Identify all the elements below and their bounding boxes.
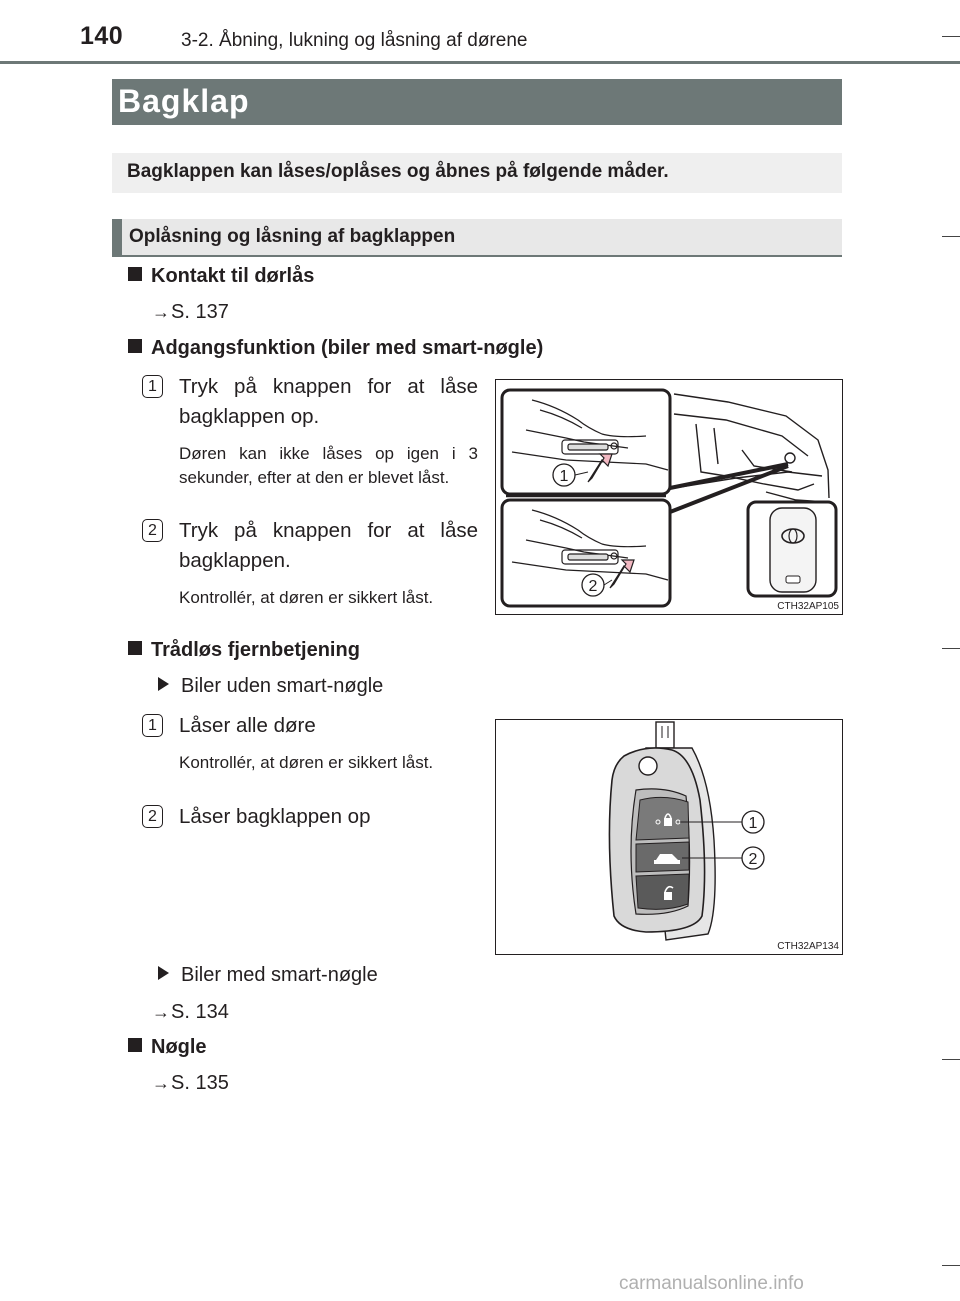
page-number: 140 — [80, 22, 124, 50]
step-number-badge: 1 — [142, 714, 163, 737]
header-rule — [0, 61, 960, 64]
subsection-heading-bar — [112, 219, 842, 257]
tailgate-entry-figure — [495, 379, 843, 615]
callout-1: 1 — [559, 468, 569, 485]
key-heading: Nøgle — [128, 1036, 207, 1059]
with-smart-key-ref[interactable]: →S. 134 — [152, 1001, 229, 1023]
entry-function-heading: Adgangsfunktion (biler med smart-nøgle) — [128, 337, 543, 360]
section-title-bar — [112, 79, 842, 125]
figure-code: CTH32AP105 — [777, 601, 839, 612]
step-note: Døren kan ikke låses op igen i 3 sekunder, efter at den er blevet låst. — [179, 444, 478, 487]
step-text: Tryk på knappen for at låse bagklappen. — [179, 519, 478, 572]
trim-mark — [942, 1265, 960, 1266]
entry-step-1 — [142, 372, 478, 490]
door-lock-switch-heading: Kontakt til dørlås — [128, 265, 314, 288]
wireless-remote-heading: Trådløs fjernbetjening — [128, 639, 360, 662]
step-number-badge: 2 — [142, 805, 163, 828]
section-title: Bagklap — [118, 83, 250, 119]
without-smart-key-label: Biler uden smart-nøgle — [158, 675, 383, 698]
remote-step-1 — [142, 711, 478, 775]
remote-key-illustration — [496, 720, 842, 954]
trim-mark — [942, 648, 960, 649]
with-smart-key-label: Biler med smart-nøgle — [158, 964, 378, 987]
figure-code: CTH32AP134 — [777, 941, 839, 952]
key-ref[interactable]: →S. 135 — [152, 1072, 229, 1094]
triangle-bullet-icon — [158, 966, 169, 980]
callout-2: 2 — [748, 851, 758, 868]
step-note: Kontrollér, at døren er sikkert låst. — [179, 588, 434, 607]
step-number-badge: 1 — [142, 375, 163, 398]
step-text: Låser bagklappen op — [179, 805, 371, 828]
trim-mark — [942, 1059, 960, 1060]
right-arrow-icon: → — [152, 1002, 170, 1022]
step-text: Tryk på knappen for at låse bagklappen op. — [179, 375, 478, 428]
step-text: Låser alle døre — [179, 714, 316, 737]
square-bullet-icon — [128, 339, 142, 353]
door-lock-switch-ref[interactable]: →S. 137 — [152, 301, 229, 323]
heading-accent-bar — [112, 219, 122, 255]
remote-step-2 — [142, 802, 478, 832]
intro-text: Bagklappen kan låses/oplåses og åbnes på følgende måder. — [127, 161, 669, 182]
remote-key-figure — [495, 719, 843, 955]
square-bullet-icon — [128, 1038, 142, 1052]
chapter-title: 3-2. Åbning, lukning og låsning af dørene — [181, 30, 528, 51]
triangle-bullet-icon — [158, 677, 169, 691]
callout-2: 2 — [588, 578, 598, 595]
subsection-heading: Oplåsning og låsning af bagklappen — [129, 226, 456, 247]
square-bullet-icon — [128, 641, 142, 655]
right-arrow-icon: → — [152, 1073, 170, 1093]
entry-step-2 — [142, 516, 478, 610]
intro-box — [112, 153, 842, 193]
step-number-badge: 2 — [142, 519, 163, 542]
trim-mark — [942, 236, 960, 237]
watermark[interactable]: carmanualsonline.info — [619, 1273, 804, 1294]
step-note: Kontrollér, at døren er sikkert låst. — [179, 753, 434, 772]
square-bullet-icon — [128, 267, 142, 281]
right-arrow-icon: → — [152, 302, 170, 322]
tailgate-illustration — [496, 380, 842, 614]
callout-1: 1 — [748, 815, 758, 832]
trim-mark — [942, 36, 960, 37]
